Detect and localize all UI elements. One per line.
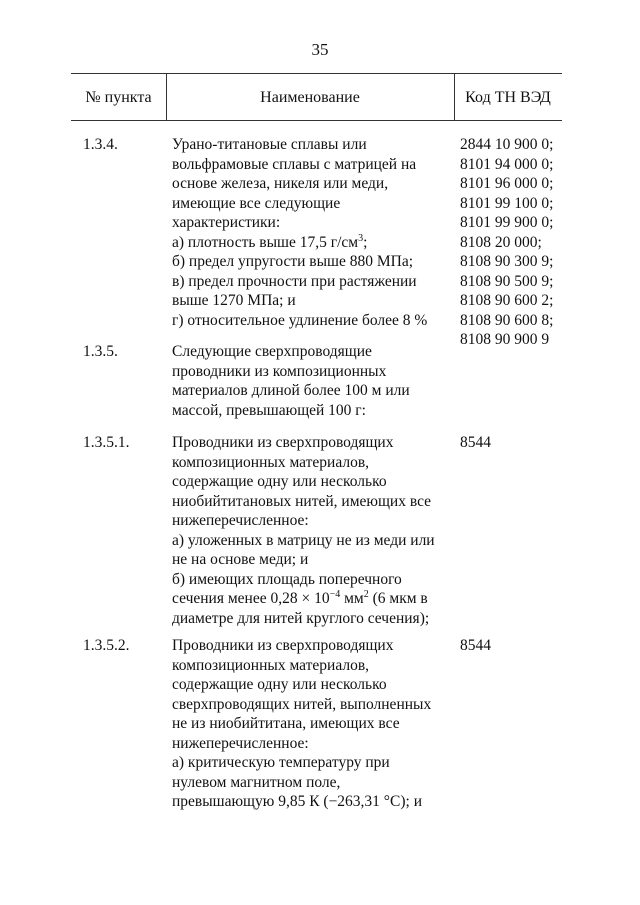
description-line: г) относительное удлинение более 8 % <box>172 311 428 329</box>
code-line: 8544 <box>460 637 491 654</box>
header-name: Наименование <box>260 89 360 106</box>
description-line: проводники из композиционных <box>172 362 387 380</box>
code-line: 8108 90 300 9; <box>460 253 554 270</box>
description-line: основе железа, никеля или меди, <box>172 175 389 192</box>
description-line: вольфрамовые сплавы с матрицей на <box>172 155 417 173</box>
code-line: 8101 96 000 0; <box>460 175 554 192</box>
description-line: Урано-титановые сплавы или <box>172 136 367 153</box>
header-bottom-rule <box>71 120 562 121</box>
description-line: диаметре для нитей круглого сечения); <box>172 609 430 627</box>
description-line: б) имеющих площадь поперечного <box>172 570 402 588</box>
description-line: б) предел упругости выше 880 МПа; <box>172 253 413 270</box>
description-line: содержащие одну или несколько <box>172 676 387 693</box>
code-line: 8108 90 600 2; <box>460 292 554 309</box>
header-code: Код ТН ВЭД <box>465 89 551 106</box>
description-line: выше 1270 МПа; и <box>172 292 296 309</box>
item-codes <box>460 433 491 453</box>
code-line: 8101 99 900 0; <box>460 214 554 231</box>
description-line: сечения менее $0,28 \times 10^{-4}$ $мм^2$ (6 мкм в <box>172 589 428 607</box>
description-line: превышающую 9,85 К (−263,31 °С); и <box>172 793 422 810</box>
description-line: нижеперечисленное: <box>172 734 309 752</box>
item-description <box>172 135 427 330</box>
code-line: 2844 10 900 0; <box>460 136 554 153</box>
code-line: 8108 90 500 9; <box>460 272 554 290</box>
description-line: Проводники из сверхпроводящих <box>172 434 394 451</box>
code-line: 8544 <box>460 434 491 451</box>
item-codes <box>460 636 491 656</box>
code-line: 8108 20 000; <box>460 233 542 251</box>
item-number: 1.3.5. <box>83 343 118 360</box>
header-top-rule <box>71 73 562 74</box>
description-line: массой, превышающей 100 г: <box>172 401 366 419</box>
code-line: 8101 94 000 0; <box>460 155 554 173</box>
description-line: ниобийтитановых нитей, имеющих все <box>172 492 432 510</box>
page-number: 35 <box>311 40 329 59</box>
description-line: а) уложенных в матрицу не из меди или <box>172 531 435 549</box>
description-line: композиционных материалов, <box>172 453 370 471</box>
description-line: не из ниобийтитана, имеющих все <box>172 715 400 732</box>
code-line: 8108 90 600 8; <box>460 311 554 329</box>
item-number: 1.3.4. <box>83 136 118 153</box>
description-line: не на основе меди; и <box>172 551 309 568</box>
description-line: композиционных материалов, <box>172 656 370 674</box>
item-description <box>172 636 431 812</box>
description-line: нижеперечисленное: <box>172 512 309 529</box>
description-line: нулевом магнитном поле, <box>172 773 341 791</box>
description-line: содержащие одну или несколько <box>172 473 387 490</box>
description-line: в) предел прочности при растяжении <box>172 272 417 290</box>
description-line: характеристики: <box>172 214 281 231</box>
code-line: 8108 90 900 9 <box>460 331 550 348</box>
item-number: 1.3.5.1. <box>83 434 130 451</box>
description-line: Проводники из сверхпроводящих <box>172 637 394 654</box>
item-description <box>172 433 435 628</box>
description-line: имеющие все следующие <box>172 194 341 212</box>
description-line: а) критическую температуру при <box>172 754 390 771</box>
description-line: а) плотность выше 17,5 $г/см^3$; <box>172 232 368 251</box>
item-number: 1.3.5.2. <box>83 637 130 654</box>
description-line: материалов длиной более 100 м или <box>172 382 410 399</box>
item-description <box>172 342 410 420</box>
description-line: сверхпроводящих нитей, выполненных <box>172 695 432 713</box>
code-line: 8101 99 100 0; <box>460 194 554 212</box>
header-item-number: № пункта <box>85 89 152 106</box>
description-line: Следующие сверхпроводящие <box>172 343 372 360</box>
item-codes <box>460 135 553 350</box>
